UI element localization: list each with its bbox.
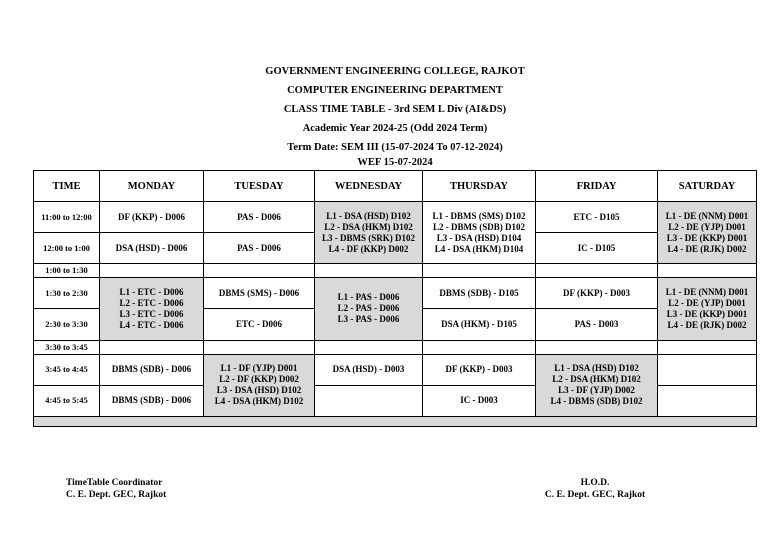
wef-date: WEF 15-07-2024 [357, 157, 433, 168]
timetable-grid [33, 170, 757, 427]
schedule-cell: DSA (HSD) - D003 [315, 354, 423, 385]
empty-cell [315, 340, 423, 354]
table-row [34, 202, 757, 233]
lab-batch-line: L4 - ETC - D006 [119, 319, 184, 330]
empty-cell [204, 264, 315, 278]
academic-year: Academic Year 2024-25 (Odd 2024 Term) [302, 123, 488, 134]
timetable-title: CLASS TIME TABLE - 3rd SEM L Div (AI&DS) [283, 104, 507, 115]
schedule-cell: IC - D105 [536, 233, 658, 264]
column-header-saturday: SATURDAY [658, 171, 757, 202]
schedule-cell: DSA (HKM) - D105 [423, 309, 536, 340]
lab-batch-cell [658, 202, 757, 264]
table-header-row [34, 171, 757, 202]
lab-batch-line: L2 - DE (YJP) D001 [668, 221, 746, 232]
lab-batch-line: L2 - PAS - D006 [337, 303, 400, 314]
schedule-cell: DSA (HSD) - D006 [100, 233, 204, 264]
lab-batch-line: L2 - DSA (HKM) D102 [552, 374, 641, 385]
lab-batch-line: L3 - PAS - D006 [337, 314, 400, 325]
schedule-cell: PAS - D006 [204, 202, 315, 233]
empty-cell [423, 264, 536, 278]
lab-batch-line: L3 - DBMS (SRK) D102 [321, 232, 415, 243]
department-name: COMPUTER ENGINEERING DEPARTMENT [287, 85, 503, 96]
schedule-cell: ETC - D006 [204, 309, 315, 340]
time-slot: 11:00 to 12:00 [34, 202, 100, 233]
table-footer-row [34, 416, 757, 426]
lab-batch-line: L1 - DE (NNM) D001 [665, 286, 749, 297]
empty-cell [315, 385, 423, 416]
coordinator-title: TimeTable Coordinator [66, 478, 163, 488]
table-row [34, 278, 757, 309]
lab-batch-line: L4 - DSA (HKM) D102 [214, 396, 304, 407]
empty-cell [658, 354, 757, 385]
hod-title: H.O.D. [580, 478, 610, 488]
lab-batch-line: L3 - DE (KKP) D001 [666, 232, 748, 243]
schedule-cell: DBMS (SDB) - D105 [423, 278, 536, 309]
lab-batch-line: L2 - DE (YJP) D001 [668, 297, 746, 308]
hod-dept: C. E. Dept. GEC, Rajkot [544, 490, 646, 500]
schedule-cell: DBMS (SDB) - D006 [100, 385, 204, 416]
lab-batch-cell [100, 278, 204, 340]
hod-signature [535, 477, 655, 501]
lab-batch-line: L1 - ETC - D006 [119, 286, 184, 297]
lab-batch-line: L4 - DBMS (SDB) D102 [550, 396, 643, 407]
empty-cell [658, 340, 757, 354]
schedule-cell: IC - D003 [423, 385, 536, 416]
lab-batch-line: L3 - DSA (HSD) D104 [436, 232, 522, 243]
empty-cell [315, 264, 423, 278]
empty-cell [100, 340, 204, 354]
lab-batch-line: L2 - DF (KKP) D002 [219, 374, 299, 385]
schedule-cell: ETC - D105 [536, 202, 658, 233]
college-name: GOVERNMENT ENGINEERING COLLEGE, RAJKOT [265, 66, 525, 77]
time-slot: 4:45 to 5:45 [34, 385, 100, 416]
lab-batch-line: L1 - DE (NNM) D001 [665, 210, 749, 221]
lab-batch-line: L3 - DE (KKP) D001 [666, 308, 748, 319]
time-slot: 1:00 to 1:30 [34, 264, 100, 278]
lab-batch-line: L1 - DBMS (SMS) D102 [432, 210, 526, 221]
lab-batch-line: L3 - DSA (HSD) D102 [216, 385, 302, 396]
lab-batch-cell [423, 202, 536, 264]
schedule-cell: DF (KKP) - D003 [423, 354, 536, 385]
time-slot: 2:30 to 3:30 [34, 309, 100, 340]
column-header-friday: FRIDAY [536, 171, 658, 202]
coordinator-signature [66, 477, 166, 501]
lab-batch-line: L1 - DF (YJP) D001 [220, 363, 298, 374]
lab-batch-line: L1 - DSA (HSD) D102 [554, 363, 639, 374]
schedule-cell: PAS - D006 [204, 233, 315, 264]
empty-cell [536, 264, 658, 278]
column-header-tuesday: TUESDAY [204, 171, 315, 202]
lab-batch-line: L3 - ETC - D006 [119, 308, 184, 319]
table-row [34, 340, 757, 354]
table-row [34, 264, 757, 278]
lab-batch-cell [315, 202, 423, 264]
column-header-time: TIME [34, 171, 100, 202]
schedule-cell: DBMS (SMS) - D006 [204, 278, 315, 309]
time-slot: 3:45 to 4:45 [34, 354, 100, 385]
lab-batch-line: L1 - DSA (HSD) D102 [326, 210, 411, 221]
empty-cell [100, 264, 204, 278]
lab-batch-line: L2 - DBMS (SDB) D102 [432, 221, 525, 232]
time-slot: 3:30 to 3:45 [34, 340, 100, 354]
time-slot: 12:00 to 1:00 [34, 233, 100, 264]
lab-batch-line: L2 - ETC - D006 [119, 297, 184, 308]
column-header-wednesday: WEDNESDAY [315, 171, 423, 202]
lab-batch-line: L4 - DE (RJK) D002 [667, 243, 747, 254]
time-slot: 1:30 to 2:30 [34, 278, 100, 309]
lab-batch-line: L4 - DF (KKP) D002 [328, 243, 409, 254]
lab-batch-line: L3 - DF (YJP) D002 [558, 385, 635, 396]
table-footer-bar [34, 416, 757, 426]
lab-batch-line: L4 - DE (RJK) D002 [667, 319, 747, 330]
lab-batch-line: L2 - DSA (HKM) D102 [324, 221, 413, 232]
schedule-cell: DBMS (SDB) - D006 [100, 354, 204, 385]
lab-batch-line: L4 - DSA (HKM) D104 [434, 243, 524, 254]
schedule-cell: DF (KKP) - D003 [536, 278, 658, 309]
column-header-monday: MONDAY [100, 171, 204, 202]
empty-cell [423, 340, 536, 354]
empty-cell [658, 385, 757, 416]
lab-batch-cell [315, 278, 423, 340]
schedule-cell: DF (KKP) - D006 [100, 202, 204, 233]
empty-cell [204, 340, 315, 354]
coordinator-dept: C. E. Dept. GEC, Rajkot [66, 490, 167, 500]
lab-batch-cell [536, 354, 658, 416]
table-row [34, 354, 757, 385]
lab-batch-cell [658, 278, 757, 340]
column-header-thursday: THURSDAY [423, 171, 536, 202]
lab-batch-line: L1 - PAS - D006 [337, 292, 400, 303]
term-date: Term Date: SEM III (15-07-2024 To 07-12-2024) [287, 142, 503, 153]
schedule-cell: PAS - D003 [536, 309, 658, 340]
empty-cell [658, 264, 757, 278]
empty-cell [536, 340, 658, 354]
lab-batch-cell [204, 354, 315, 416]
